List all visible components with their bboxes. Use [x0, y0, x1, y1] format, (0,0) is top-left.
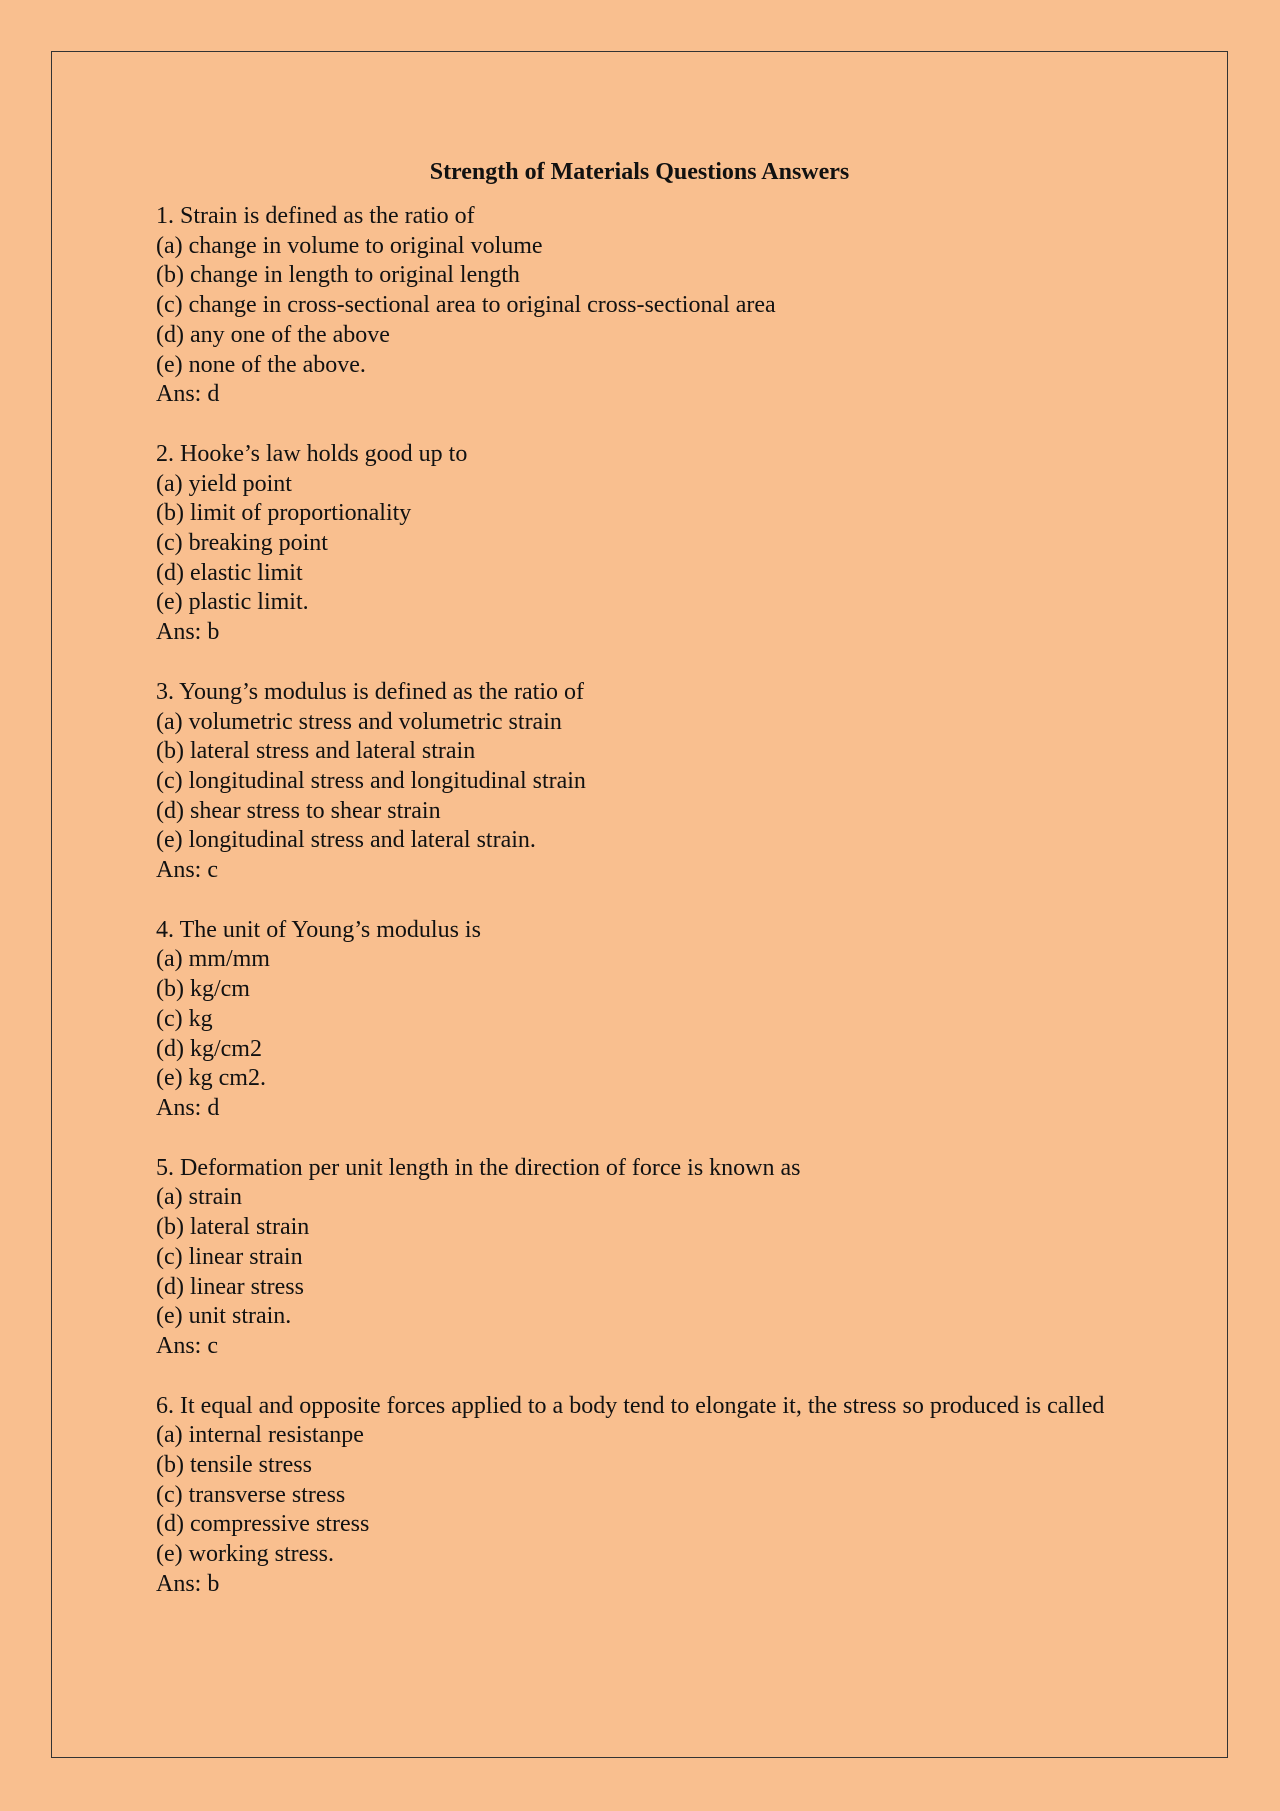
answer-text: Ans: b [156, 1570, 220, 1597]
page-frame [51, 51, 1228, 1758]
question-text: 6. It equal and opposite forces applied to a body tend to elongate it, the stress so produced is called [156, 1392, 1105, 1419]
option-d: (d) any one of the above [156, 321, 390, 348]
option-a: (a) strain [156, 1184, 242, 1211]
question-text: 3. Young’s modulus is defined as the ratio of [156, 678, 584, 705]
question-block [156, 916, 1176, 1124]
answer-text: Ans: b [156, 619, 220, 646]
option-b: (b) kg/cm [156, 976, 250, 1003]
option-d: (d) linear stress [156, 1273, 304, 1300]
question-block [156, 202, 1176, 410]
question-block [156, 440, 1176, 648]
option-c: (c) transverse stress [156, 1481, 346, 1508]
option-e: (e) longitudinal stress and lateral strain. [156, 827, 536, 854]
answer-text: Ans: d [156, 381, 220, 408]
answer-text: Ans: c [156, 1332, 218, 1359]
question-block [156, 678, 1176, 886]
option-e: (e) unit strain. [156, 1303, 292, 1330]
option-c: (c) breaking point [156, 530, 328, 557]
option-b: (b) change in length to original length [156, 262, 520, 289]
option-a: (a) volumetric stress and volumetric strain [156, 708, 562, 735]
option-a: (a) mm/mm [156, 946, 270, 973]
option-b: (b) lateral strain [156, 1214, 310, 1241]
question-list [156, 202, 1176, 1630]
option-b: (b) lateral stress and lateral strain [156, 738, 476, 765]
option-a: (a) internal resistanpe [156, 1422, 364, 1449]
option-c: (c) linear strain [156, 1243, 303, 1270]
option-d: (d) elastic limit [156, 559, 303, 586]
option-a: (a) yield point [156, 470, 292, 497]
option-c: (c) longitudinal stress and longitudinal strain [156, 767, 586, 794]
question-text: 5. Deformation per unit length in the direction of force is known as [156, 1154, 801, 1181]
answer-text: Ans: c [156, 857, 218, 884]
option-e: (e) kg cm2. [156, 1065, 266, 1092]
option-d: (d) compressive stress [156, 1511, 370, 1538]
page-title: Strength of Materials Questions Answers [429, 159, 850, 185]
option-b: (b) tensile stress [156, 1452, 312, 1479]
option-b: (b) limit of proportionality [156, 500, 412, 527]
question-text: 2. Hooke’s law holds good up to [156, 440, 468, 467]
answer-text: Ans: d [156, 1094, 220, 1121]
option-d: (d) shear stress to shear strain [156, 797, 441, 824]
question-text: 1. Strain is defined as the ratio of [156, 203, 475, 229]
question-block [156, 1154, 1176, 1362]
option-e: (e) plastic limit. [156, 589, 309, 616]
option-e: (e) working stress. [156, 1541, 334, 1568]
option-e: (e) none of the above. [156, 351, 366, 378]
option-d: (d) kg/cm2 [156, 1035, 262, 1062]
option-a: (a) change in volume to original volume [156, 232, 543, 259]
question-text: 4. The unit of Young’s modulus is [156, 916, 481, 943]
option-c: (c) kg [156, 1005, 213, 1032]
option-c: (c) change in cross-sectional area to original cross-sectional area [156, 292, 776, 319]
question-block [156, 1392, 1176, 1600]
